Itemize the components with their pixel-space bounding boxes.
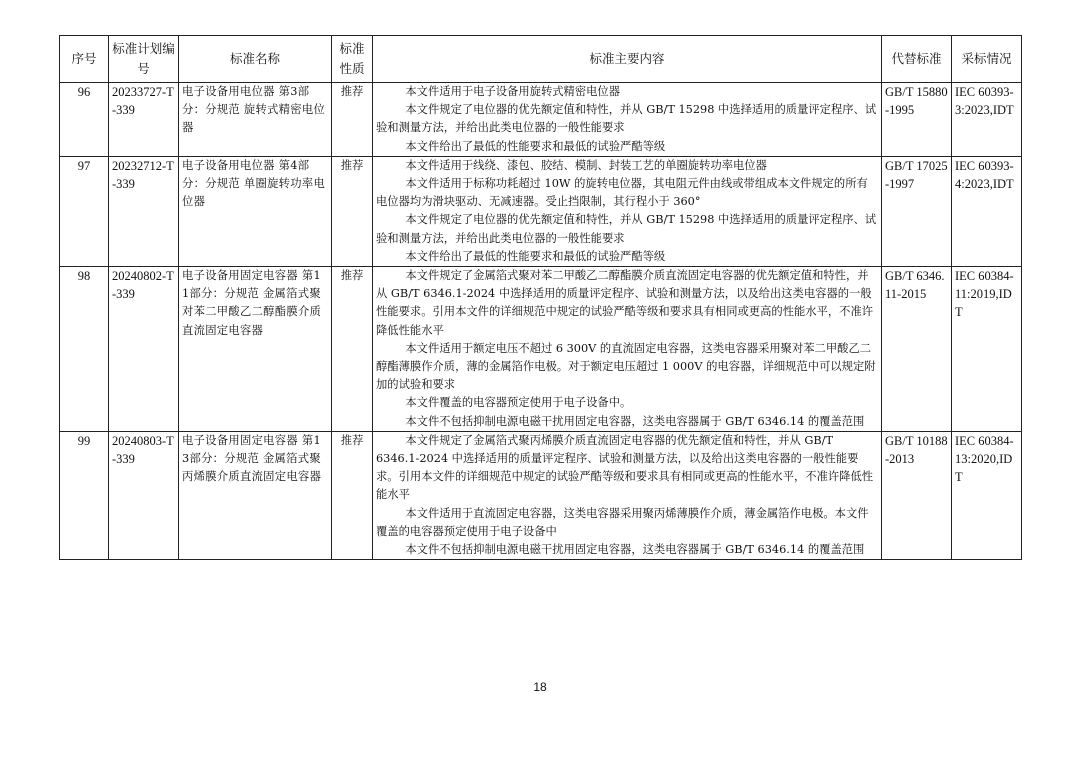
table-body (60, 83, 1022, 560)
main-content-cell (373, 156, 882, 266)
standard-nature-cell: 推荐 (332, 431, 373, 559)
table-row (60, 431, 1022, 559)
header-replaced: 代替标准 (882, 36, 952, 83)
content-paragraph: 本文件规定了电位器的优先额定值和特性，并从 GB/T 15298 中选择适用的质量评定程序、试验和测量方法，并给出此类电位器的一般性能要求 (376, 213, 877, 245)
header-plan-code: 标准计划编号 (109, 36, 179, 83)
replaced-standard-cell: GB/T 15880-1995 (882, 83, 952, 157)
content-paragraph: 本文件适用于直流固定电容器，这类电容器采用聚丙烯薄膜作介质，薄金属箔作电极。本文件覆盖的电容器预定使用于电子设备中 (376, 506, 869, 538)
standard-nature-cell: 推荐 (332, 156, 373, 266)
plan-code-cell: 20240803-T-339 (109, 431, 179, 559)
header-content: 标准主要内容 (373, 36, 882, 83)
row-number: 99 (60, 431, 109, 559)
header-name: 标准名称 (179, 36, 332, 83)
content-paragraph: 本文件给出了最低的性能要求和最低的试验严酷等级 (405, 139, 666, 153)
content-paragraph: 本文件覆盖的电容器预定使用于电子设备中。 (405, 396, 632, 410)
table-row (60, 83, 1022, 157)
main-content-cell (373, 431, 882, 559)
standard-name-cell: 电子设备用固定电容器 第13部分：分规范 金属箔式聚丙烯膜介质直流固定电容器 (179, 431, 332, 559)
table-header-row (60, 36, 1022, 83)
standard-nature-cell: 推荐 (332, 267, 373, 432)
standards-table (59, 35, 1022, 560)
adoption-cell: IEC 60384-11:2019,IDT (952, 267, 1022, 432)
row-number: 98 (60, 267, 109, 432)
header-no: 序号 (60, 36, 109, 83)
page-number: 18 (533, 680, 547, 694)
standard-name-cell: 电子设备用电位器 第4部分：分规范 单圈旋转功率电位器 (179, 156, 332, 266)
content-paragraph: 本文件不包括抑制电源电磁干扰用固定电容器，这类电容器属于 GB/T 6346.14 的覆盖范围 (405, 414, 865, 428)
adoption-cell: IEC 60384-13:2020,IDT (952, 431, 1022, 559)
content-paragraph: 本文件适用于额定电压不超过 6 300V 的直流固定电容器，这类电容器采用聚对苯二甲酸乙二醇酯薄膜作介质，薄的金属箔作电极。对于额定电压超过 1 000V 的电容器，详细规范中可以规定附加的试验和要求 (376, 341, 876, 392)
content-paragraph: 本文件适用于标称功耗超过 10W 的旋转电位器，其电阻元件由线或带组成本文件规定的所有电位器均为滑块驱动、无减速器。受止挡限制，其行程小于 360° (376, 177, 868, 209)
content-paragraph: 本文件适用于线绕、漆包、胶结、模制、封装工艺的单圈旋转功率电位器 (405, 158, 767, 172)
standard-name-cell: 电子设备用固定电容器 第11部分：分规范 金属箔式聚对苯二甲酸乙二醇酯膜介质直流固定电容器 (179, 267, 332, 432)
content-paragraph: 本文件不包括抑制电源电磁干扰用固定电容器，这类电容器属于 GB/T 6346.14 的覆盖范围 (405, 543, 865, 557)
adoption-cell: IEC 60393-4:2023,IDT (952, 156, 1022, 266)
main-content-cell (373, 83, 882, 157)
header-nature: 标准性质 (332, 36, 373, 83)
table-row (60, 156, 1022, 266)
content-paragraph: 本文件适用于电子设备用旋转式精密电位器 (405, 85, 621, 98)
table-row (60, 267, 1022, 432)
replaced-standard-cell: GB/T 17025-1997 (882, 156, 952, 266)
plan-code-cell: 20240802-T-339 (109, 267, 179, 432)
row-number: 97 (60, 156, 109, 266)
content-paragraph: 本文件规定了金属箔式聚丙烯膜介质直流固定电容器的优先额定值和特性，并从 GB/T 6346.1-2024 中选择适用的质量评定程序、试验和测量方法，以及给出这类电容器的一般性能要求。引用本文件的详细规范中规定的试验严酷等级和要求具有相同或更高的性能水平，不准许降低性能水平 (376, 433, 874, 502)
standard-name-cell: 电子设备用电位器 第3部分：分规范 旋转式精密电位器 (179, 83, 332, 157)
plan-code-cell: 20232712-T-339 (109, 156, 179, 266)
plan-code-cell: 20233727-T-339 (109, 83, 179, 157)
row-number: 96 (60, 83, 109, 157)
header-adoption: 采标情况 (952, 36, 1022, 83)
content-paragraph: 本文件规定了金属箔式聚对苯二甲酸乙二醇酯膜介质直流固定电容器的优先额定值和特性，并从 GB/T 6346.1-2024 中选择适用的质量评定程序、试验和测量方法，以及给出这类电容器的一般性能要求。引用本文件的详细规范中规定的试验严酷等级和要求具有相同或更高的性能水平，不准许降低性能水平 (376, 269, 874, 337)
replaced-standard-cell: GB/T 10188-2013 (882, 431, 952, 559)
standard-nature-cell: 推荐 (332, 83, 373, 157)
replaced-standard-cell: GB/T 6346.11-2015 (882, 267, 952, 432)
adoption-cell: IEC 60393-3:2023,IDT (952, 83, 1022, 157)
content-paragraph: 本文件给出了最低的性能要求和最低的试验严酷等级 (405, 249, 666, 263)
main-content-cell (373, 267, 882, 432)
content-paragraph: 本文件规定了电位器的优先额定值和特性，并从 GB/T 15298 中选择适用的质量评定程序、试验和测量方法，并给出此类电位器的一般性能要求 (376, 103, 877, 135)
